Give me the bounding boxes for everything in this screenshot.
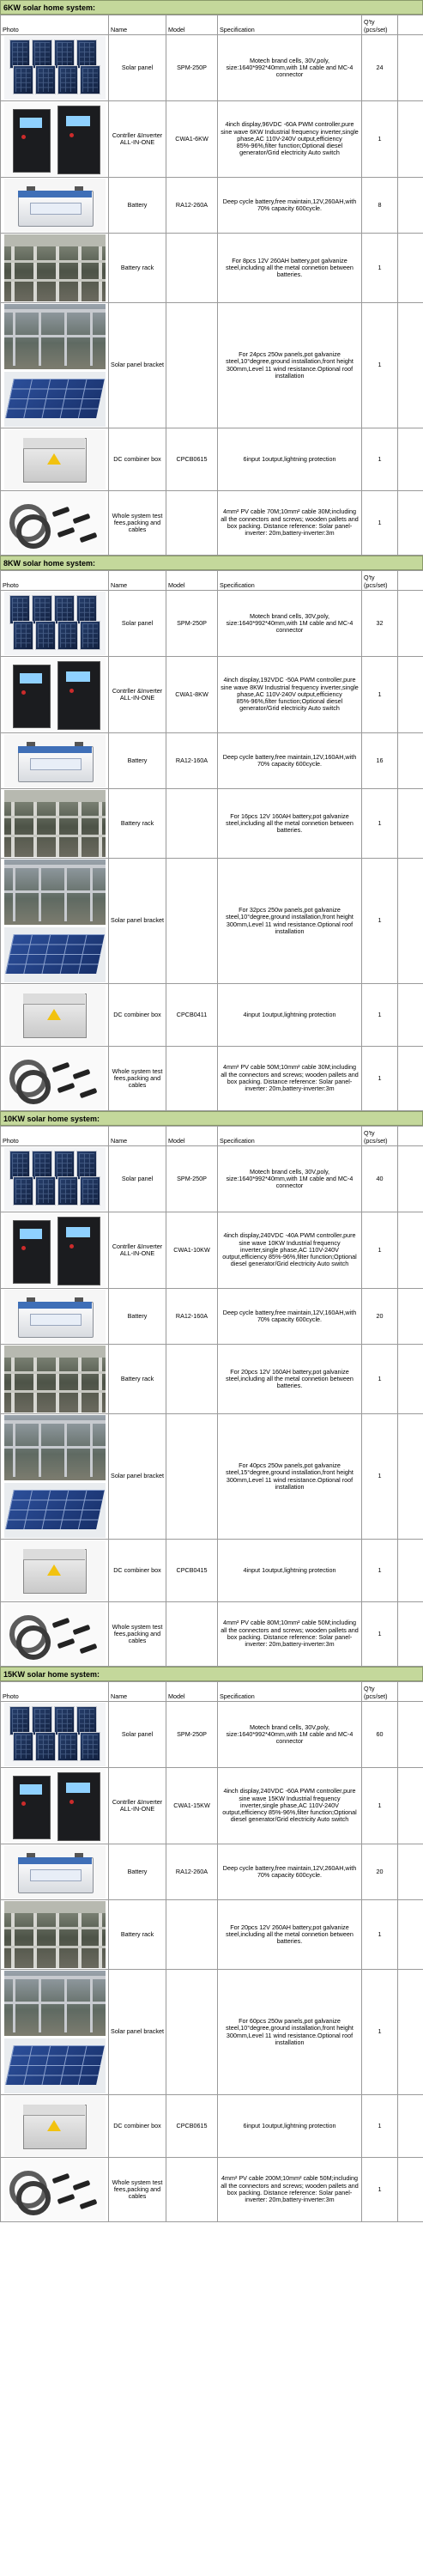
extra-cell	[398, 591, 423, 657]
table-row	[1, 859, 423, 984]
table-row	[1, 491, 423, 556]
item-model	[166, 1602, 218, 1667]
item-spec: Deep cycle battery,free maintain,12V,260AH,with 70% capacity 600cycle.	[218, 178, 362, 234]
table-row	[1, 234, 423, 303]
item-qty: 1	[362, 1900, 398, 1970]
item-spec: Deep cycle battery,free maintain,12V,160AH,with 70% capacity 600cycle.	[218, 1289, 362, 1345]
solar-bracket-photo	[3, 1415, 106, 1538]
photo-cell	[1, 859, 109, 984]
extra-cell	[398, 1047, 423, 1111]
table-row	[1, 984, 423, 1047]
extra-cell	[398, 234, 423, 303]
photo-cell	[1, 1212, 109, 1289]
photo-cell	[1, 1345, 109, 1414]
item-qty: 1	[362, 1540, 398, 1602]
table-row	[1, 733, 423, 789]
photo-cell	[1, 178, 109, 234]
item-spec: Motech brand cells, 30V,poly, size:1640*992*40mm,with 1M cable and MC-4 connector	[218, 1702, 362, 1768]
column-header-spec: Specification	[218, 571, 362, 591]
item-spec: For 20pcs 12V 160AH battery,pot galvanize steel,including all the metal connetion between batteries.	[218, 1345, 362, 1414]
table-row	[1, 2158, 423, 2222]
photo-cell	[1, 1970, 109, 2095]
item-spec: For 60pcs 250w panels,pot galvanize steel,10°degree,ground installation,front height 300mm,Level 11 wind resistance.Optional roof installation	[218, 1970, 362, 2095]
spec-table	[0, 570, 423, 1111]
item-qty: 1	[362, 1414, 398, 1540]
item-qty: 1	[362, 2095, 398, 2158]
column-header-name: Name	[109, 1682, 166, 1702]
table-row	[1, 1414, 423, 1540]
system-section	[0, 0, 423, 556]
photo-cell	[1, 733, 109, 789]
item-name: DC combiner box	[109, 428, 166, 491]
photo-cell	[1, 2095, 109, 2158]
column-header-qty: Q'ty (pcs/set)	[362, 1682, 398, 1702]
photo-cell	[1, 1146, 109, 1212]
table-row	[1, 1768, 423, 1844]
item-qty: 1	[362, 984, 398, 1047]
item-spec: 4mm² PV cable 200M;10mm² cable 50M;including all the connectors and screws; wooden pallets and box packing. Distance reference: Solar panel-inverter: 20m,battery-inverter:3m	[218, 2158, 362, 2222]
table-row	[1, 1702, 423, 1768]
table-row	[1, 1540, 423, 1602]
photo-cell	[1, 2158, 109, 2222]
photo-cell	[1, 35, 109, 101]
photo-cell	[1, 491, 109, 556]
photo-cell	[1, 1414, 109, 1540]
item-name: DC combiner box	[109, 1540, 166, 1602]
item-model: CPCB0411	[166, 984, 218, 1047]
item-name: Battery rack	[109, 1900, 166, 1970]
extra-cell	[398, 733, 423, 789]
item-qty: 1	[362, 789, 398, 859]
table-row	[1, 591, 423, 657]
item-spec: 6input 1output,lightning protection	[218, 2095, 362, 2158]
photo-cell	[1, 657, 109, 733]
photo-cell	[1, 1702, 109, 1768]
item-name: Whole system test fees,packing and cables	[109, 1602, 166, 1667]
extra-cell	[398, 491, 423, 556]
item-name: Contrller &Inverter ALL-IN-ONE	[109, 1768, 166, 1844]
combiner-box-photo	[4, 429, 106, 489]
item-name: Battery	[109, 178, 166, 234]
item-qty: 20	[362, 1844, 398, 1900]
table-row	[1, 35, 423, 101]
column-header-extra	[398, 15, 423, 35]
item-qty: 20	[362, 1289, 398, 1345]
extra-cell	[398, 1900, 423, 1970]
table-row	[1, 1900, 423, 1970]
photo-cell	[1, 1602, 109, 1667]
item-name: Contrller &Inverter ALL-IN-ONE	[109, 657, 166, 733]
extra-cell	[398, 35, 423, 101]
item-spec: For 8pcs 12V 260AH battery,pot galvanize steel,including all the metal connetion between batteries.	[218, 234, 362, 303]
photo-cell	[1, 101, 109, 178]
inverter-photo	[4, 1213, 106, 1287]
item-model: CPCB0415	[166, 1540, 218, 1602]
combiner-box-photo	[4, 1540, 106, 1601]
solar-bracket-photo	[3, 304, 106, 427]
item-qty: 1	[362, 491, 398, 556]
column-header-name: Name	[109, 1127, 166, 1146]
extra-cell	[398, 1146, 423, 1212]
item-name: Solar panel bracket	[109, 859, 166, 984]
inverter-photo	[4, 102, 106, 176]
table-row	[1, 1212, 423, 1289]
item-model	[166, 303, 218, 428]
solar-panel-photo	[4, 1147, 106, 1211]
item-model	[166, 1047, 218, 1111]
column-header-extra	[398, 1682, 423, 1702]
item-qty: 24	[362, 35, 398, 101]
column-header-model: Model	[166, 571, 218, 591]
photo-cell	[1, 303, 109, 428]
item-model: CPCB0615	[166, 428, 218, 491]
item-spec: 4inch display,96VDC -60A PWM controller,pure sine wave 6KW Industrial frequency inverter,single phase,AC 110V-240V output,efficiency 85%-96%,filter function;Optional diesel generator/Grid electricity Auto switch	[218, 101, 362, 178]
item-model: CPCB0615	[166, 2095, 218, 2158]
solar-bracket-photo	[3, 1971, 106, 2093]
extra-cell	[398, 1844, 423, 1900]
column-header-model: Model	[166, 15, 218, 35]
item-name: Battery rack	[109, 789, 166, 859]
extra-cell	[398, 1602, 423, 1667]
item-qty: 1	[362, 657, 398, 733]
item-name: Battery rack	[109, 234, 166, 303]
extra-cell	[398, 1414, 423, 1540]
battery-photo	[4, 1290, 106, 1343]
item-model	[166, 1345, 218, 1414]
column-header-photo: Photo	[1, 1127, 109, 1146]
column-header-spec: Specification	[218, 1682, 362, 1702]
column-header-extra	[398, 1127, 423, 1146]
item-qty: 16	[362, 733, 398, 789]
table-row	[1, 303, 423, 428]
item-model: CWA1-15KW	[166, 1768, 218, 1844]
item-name: DC combiner box	[109, 2095, 166, 2158]
table-row	[1, 178, 423, 234]
table-row	[1, 1844, 423, 1900]
item-spec: 6input 1output,lightning protection	[218, 428, 362, 491]
column-header-qty: Q'ty (pcs/set)	[362, 15, 398, 35]
battery-rack-photo	[4, 1901, 106, 1968]
item-qty: 1	[362, 428, 398, 491]
item-model: RA12-260A	[166, 178, 218, 234]
extra-cell	[398, 428, 423, 491]
item-name: Solar panel	[109, 35, 166, 101]
column-header-photo: Photo	[1, 571, 109, 591]
section-title: 15KW solar home system:	[0, 1667, 423, 1681]
extra-cell	[398, 859, 423, 984]
table-row	[1, 1602, 423, 1667]
item-qty: 1	[362, 1768, 398, 1844]
item-qty: 1	[362, 1212, 398, 1289]
item-model	[166, 1900, 218, 1970]
extra-cell	[398, 1702, 423, 1768]
item-qty: 1	[362, 1047, 398, 1111]
item-qty: 1	[362, 101, 398, 178]
column-header-row	[1, 571, 423, 591]
item-name: Solar panel	[109, 591, 166, 657]
photo-cell	[1, 428, 109, 491]
item-model	[166, 859, 218, 984]
item-spec: For 16pcs 12V 160AH battery,pot galvanize steel,including all the metal connetion between batteries.	[218, 789, 362, 859]
item-qty: 1	[362, 1602, 398, 1667]
photo-cell	[1, 984, 109, 1047]
extra-cell	[398, 2095, 423, 2158]
item-model: SPM-250P	[166, 1146, 218, 1212]
item-model	[166, 234, 218, 303]
item-model	[166, 1414, 218, 1540]
cables-photo	[4, 1048, 106, 1109]
extra-cell	[398, 1345, 423, 1414]
item-spec: 4inch display,240VDC -60A PWM controller,pure sine wave 15KW Industrial frequency inverter,single phase,AC 110V-240V output,efficiency 85%-96%,filter function;Optional diesel generator/Grid electricity Auto switch	[218, 1768, 362, 1844]
item-qty: 8	[362, 178, 398, 234]
item-name: Solar panel bracket	[109, 1970, 166, 2095]
item-qty: 1	[362, 234, 398, 303]
battery-photo	[4, 179, 106, 232]
item-model	[166, 1970, 218, 2095]
item-model	[166, 491, 218, 556]
column-header-row	[1, 1127, 423, 1146]
column-header-name: Name	[109, 571, 166, 591]
table-row	[1, 1047, 423, 1111]
combiner-box-photo	[4, 2096, 106, 2156]
table-row	[1, 428, 423, 491]
photo-cell	[1, 234, 109, 303]
item-model: RA12-160A	[166, 733, 218, 789]
column-header-row	[1, 1682, 423, 1702]
item-name: Whole system test fees,packing and cables	[109, 491, 166, 556]
extra-cell	[398, 2158, 423, 2222]
item-spec: 4mm² PV cable 50M;10mm² cable 30M;including all the connectors and screws; wooden pallets and box packing. Distance reference: Solar panel-inverter: 20m,battery-inverter:3m	[218, 1047, 362, 1111]
item-name: Battery	[109, 1844, 166, 1900]
item-qty: 1	[362, 303, 398, 428]
extra-cell	[398, 101, 423, 178]
column-header-qty: Q'ty (pcs/set)	[362, 571, 398, 591]
extra-cell	[398, 178, 423, 234]
solar-panel-photo	[4, 592, 106, 655]
column-header-photo: Photo	[1, 15, 109, 35]
table-row	[1, 1345, 423, 1414]
column-header-spec: Specification	[218, 15, 362, 35]
item-qty: 1	[362, 1345, 398, 1414]
item-name: Solar panel bracket	[109, 303, 166, 428]
section-title: 10KW solar home system:	[0, 1111, 423, 1126]
column-header-name: Name	[109, 15, 166, 35]
item-name: Solar panel	[109, 1146, 166, 1212]
column-header-model: Model	[166, 1682, 218, 1702]
battery-rack-photo	[4, 234, 106, 301]
table-row	[1, 1970, 423, 2095]
item-name: Solar panel	[109, 1702, 166, 1768]
photo-cell	[1, 1900, 109, 1970]
item-spec: 4mm² PV cable 80M;10mm² cable 50M;including all the connectors and screws; wooden pallets and box packing. Distance reference: Solar panel-inverter: 20m,battery-inverter:3m	[218, 1602, 362, 1667]
solar-panel-photo	[4, 36, 106, 100]
item-spec: 4input 1output,lightning protection	[218, 984, 362, 1047]
extra-cell	[398, 1768, 423, 1844]
battery-photo	[4, 1845, 106, 1899]
photo-cell	[1, 591, 109, 657]
cables-photo	[4, 1603, 106, 1665]
item-spec: For 20pcs 12V 260AH battery,pot galvanize steel,including all the metal connetion between batteries.	[218, 1900, 362, 1970]
cables-photo	[4, 492, 106, 554]
table-row	[1, 2095, 423, 2158]
item-model: CWA1-6KW	[166, 101, 218, 178]
item-spec: Deep cycle battery,free maintain,12V,160AH,with 70% capacity 600cycle.	[218, 733, 362, 789]
item-spec: Deep cycle battery,free maintain,12V,260AH,with 70% capacity 600cycle.	[218, 1844, 362, 1900]
system-section	[0, 556, 423, 1111]
item-model: SPM-250P	[166, 1702, 218, 1768]
table-row	[1, 1289, 423, 1345]
column-header-spec: Specification	[218, 1127, 362, 1146]
system-section	[0, 1667, 423, 2222]
item-spec: 4inch display,192VDC -50A PWM controller,pure sine wave 8KW Industrial frequency inverter,single phase,AC 110V-240V output,efficiency 85%-96%,filter function;Optional diesel generator/Grid electricity Auto switch	[218, 657, 362, 733]
photo-cell	[1, 1047, 109, 1111]
item-qty: 1	[362, 859, 398, 984]
item-name: Whole system test fees,packing and cables	[109, 2158, 166, 2222]
item-name: Battery	[109, 1289, 166, 1345]
item-spec: For 24pcs 250w panels,pot galvanize steel,10°degree,ground installation,front height 300mm,Level 11 wind resistance.Optional roof installation	[218, 303, 362, 428]
spec-table	[0, 15, 423, 556]
table-row	[1, 657, 423, 733]
column-header-qty: Q'ty (pcs/set)	[362, 1127, 398, 1146]
item-model: RA12-260A	[166, 1844, 218, 1900]
battery-rack-photo	[4, 1346, 106, 1413]
item-name: Solar panel bracket	[109, 1414, 166, 1540]
battery-rack-photo	[4, 790, 106, 857]
combiner-box-photo	[4, 985, 106, 1045]
photo-cell	[1, 1768, 109, 1844]
item-spec: 4inch display,240VDC -40A PWM controller,pure sine wave 10KW Industrial frequency inverter,single phase,AC 110V-240V output,efficiency 85%-96%,filter function;Optional diesel generator/Grid electricity Auto switch	[218, 1212, 362, 1289]
item-qty: 32	[362, 591, 398, 657]
column-header-row	[1, 15, 423, 35]
item-name: DC combiner box	[109, 984, 166, 1047]
extra-cell	[398, 1289, 423, 1345]
item-spec: Motech brand cells, 30V,poly, size:1640*992*40mm,with 1M cable and MC-4 connector	[218, 591, 362, 657]
solar-panel-photo	[4, 1703, 106, 1766]
item-name: Battery rack	[109, 1345, 166, 1414]
spec-table	[0, 1681, 423, 2222]
inverter-photo	[4, 658, 106, 732]
extra-cell	[398, 984, 423, 1047]
item-name: Contrller &Inverter ALL-IN-ONE	[109, 1212, 166, 1289]
extra-cell	[398, 1540, 423, 1602]
cables-photo	[4, 2159, 106, 2221]
table-row	[1, 1146, 423, 1212]
spec-table	[0, 1126, 423, 1667]
inverter-photo	[4, 1769, 106, 1843]
extra-cell	[398, 1970, 423, 2095]
item-model: RA12-160A	[166, 1289, 218, 1345]
table-row	[1, 101, 423, 178]
photo-cell	[1, 1844, 109, 1900]
item-model: SPM-250P	[166, 35, 218, 101]
item-spec: 4mm² PV cable 70M;10mm² cable 30M;including all the connectors and screws; wooden pallets and box packing. Distance reference: Solar panel-inverter: 20m,battery-inverter:3m	[218, 491, 362, 556]
item-spec: Motech brand cells, 30V,poly, size:1640*992*40mm,with 1M cable and MC-4 connector	[218, 1146, 362, 1212]
item-spec: For 40pcs 250w panels,pot galvanize steel,15°degree,ground installation,front height 300mm,Level 11 wind resistance.Optional roof installation	[218, 1414, 362, 1540]
column-header-extra	[398, 571, 423, 591]
item-qty: 60	[362, 1702, 398, 1768]
section-title: 8KW solar home system:	[0, 556, 423, 570]
extra-cell	[398, 303, 423, 428]
extra-cell	[398, 657, 423, 733]
item-qty: 40	[362, 1146, 398, 1212]
column-header-photo: Photo	[1, 1682, 109, 1702]
battery-photo	[4, 734, 106, 787]
extra-cell	[398, 789, 423, 859]
photo-cell	[1, 1289, 109, 1345]
solar-bracket-photo	[3, 860, 106, 982]
extra-cell	[398, 1212, 423, 1289]
photo-cell	[1, 1540, 109, 1602]
photo-cell	[1, 789, 109, 859]
item-name: Battery	[109, 733, 166, 789]
system-section	[0, 1111, 423, 1667]
table-row	[1, 789, 423, 859]
item-qty: 1	[362, 1970, 398, 2095]
item-model	[166, 2158, 218, 2222]
item-spec: For 32pcs 250w panels,pot galvanize steel,10°degree,ground installation,front height 300mm,Level 11 wind resistance.Optional roof installation	[218, 859, 362, 984]
item-model: SPM-250P	[166, 591, 218, 657]
item-name: Whole system test fees,packing and cables	[109, 1047, 166, 1111]
item-model	[166, 789, 218, 859]
section-title: 6KW solar home system:	[0, 0, 423, 15]
item-name: Contrller &Inverter ALL-IN-ONE	[109, 101, 166, 178]
column-header-model: Model	[166, 1127, 218, 1146]
item-model: CWA1-10KW	[166, 1212, 218, 1289]
item-spec: 4input 1output,lightning protection	[218, 1540, 362, 1602]
item-model: CWA1-8KW	[166, 657, 218, 733]
item-qty: 1	[362, 2158, 398, 2222]
item-spec: Motech brand cells, 30V,poly, size:1640*992*40mm,with 1M cable and MC-4 connector	[218, 35, 362, 101]
